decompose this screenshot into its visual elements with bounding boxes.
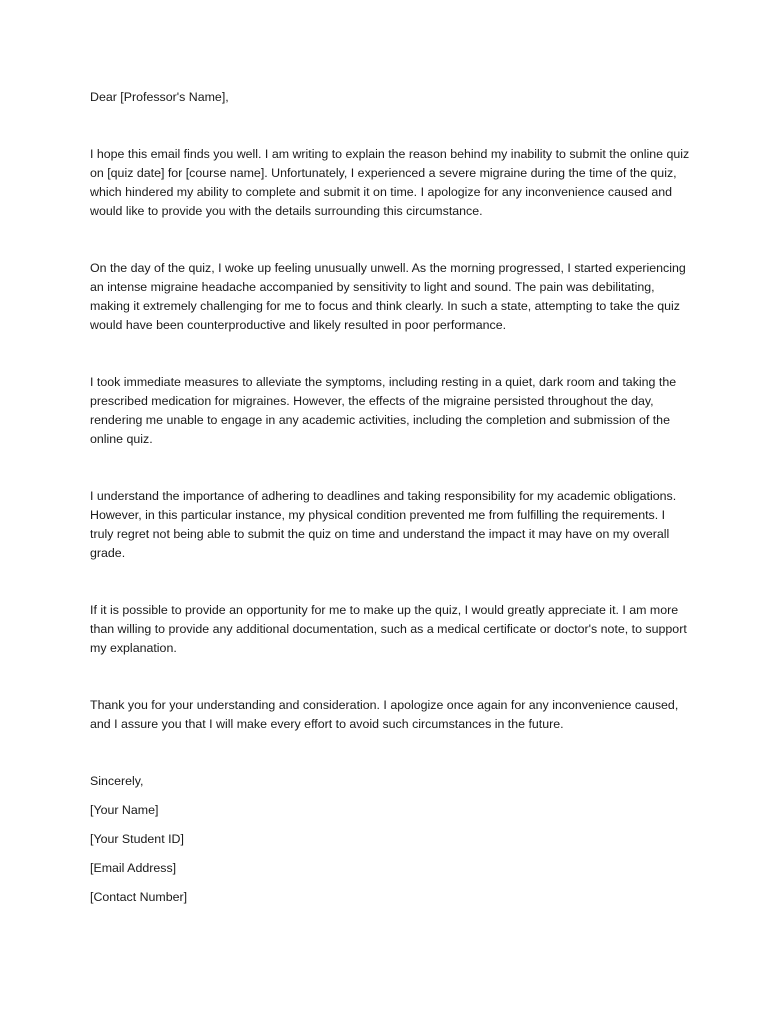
- paragraph-intro: I hope this email finds you well. I am writing to explain the reason behind my inability to submit the online quiz on [quiz date] for [course name]. Unfortunately, I experienced a severe migraine during the time of the quiz, which hindered my ability to complete and submit it on time. I apologize for any inconvenience caused and would like to provide you with the details surrounding this circumstance.: [90, 147, 690, 218]
- signature-student-id: [Your Student ID]: [90, 832, 184, 846]
- closing: Sincerely,: [90, 774, 144, 788]
- signature-name: [Your Name]: [90, 803, 159, 817]
- paragraph-quiz-day: On the day of the quiz, I woke up feeling unusually unwell. As the morning progressed, I started experiencing an intense migraine headache accompanied by sensitivity to light and sound. The pain was debilitating, making it extremely challenging for me to focus and think clearly. In such a state, attempting to take the quiz would have been counterproductive and likely resulted in poor performance.: [90, 261, 686, 332]
- paragraph-measures: I took immediate measures to alleviate the symptoms, including resting in a quiet, dark room and taking the prescribed medication for migraines. However, the effects of the migraine persisted throughout the day, rendering me unable to engage in any academic activities, including the completion and submission of the online quiz.: [90, 375, 677, 446]
- salutation: Dear [Professor's Name],: [90, 90, 229, 104]
- letter-page: [90, 88, 690, 917]
- paragraph-responsibility: I understand the importance of adhering to deadlines and taking responsibility for my academic obligations. However, in this particular instance, my physical condition prevented me from fulfilling the requirements. I truly regret not being able to submit the quiz on time and understand the impact it may have on my overall grade.: [90, 489, 677, 560]
- paragraph-request: If it is possible to provide an opportunity for me to make up the quiz, I would greatly appreciate it. I am more than willing to provide any additional documentation, such as a medical certificate or doctor's note, to support my explanation.: [90, 603, 687, 655]
- paragraph-thanks: Thank you for your understanding and consideration. I apologize once again for any inconvenience caused, and I assure you that I will make every effort to avoid such circumstances in the future.: [90, 698, 679, 731]
- signature-email: [Email Address]: [90, 861, 177, 875]
- signature-contact: [Contact Number]: [90, 890, 188, 904]
